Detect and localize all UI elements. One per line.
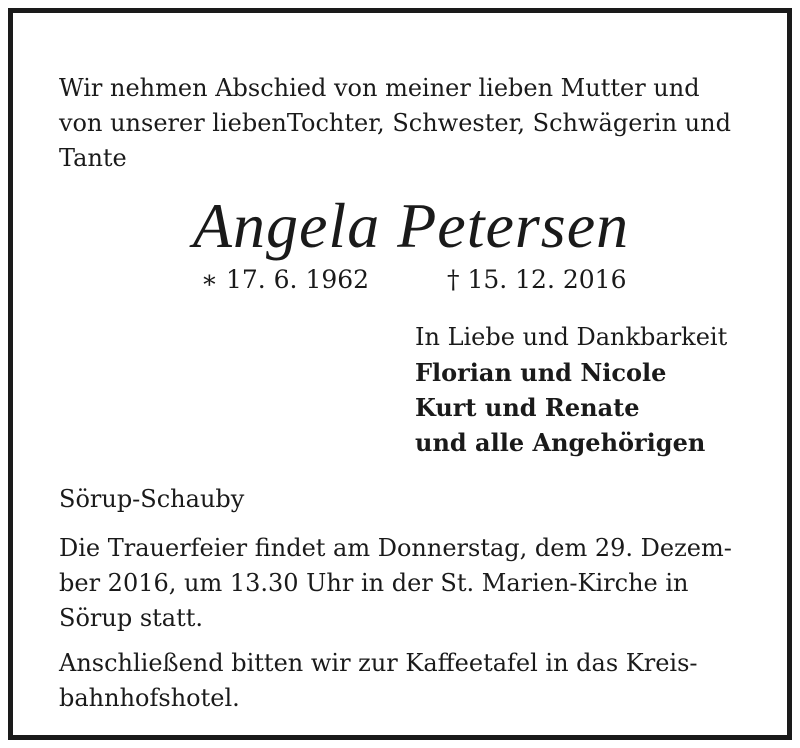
intro-line: Wir nehmen Abschied von meiner lieben Mutter und (59, 74, 700, 102)
coffee-line: bahnhofshotel. (59, 684, 240, 712)
intro-line: von unserer liebenTochter, Schwester, Schwägerin und (59, 109, 731, 137)
coffee-line: Anschließend bitten wir zur Kaffeetafel in das Kreis- (59, 649, 698, 677)
service-line: ber 2016, um 13.30 Uhr in der St. Marien-Kirche in (59, 569, 689, 597)
deceased-name: Angela Petersen (192, 190, 630, 261)
mourner-name: und alle Angehörigen (415, 428, 706, 457)
obituary-content (59, 71, 763, 716)
intro-line: Tante (59, 144, 127, 172)
service-line: Sörup statt. (59, 604, 203, 632)
intro-text (59, 71, 763, 176)
mourner-name: Kurt und Renate (415, 393, 640, 422)
obituary-frame (8, 8, 792, 740)
coffee-reception-text (59, 646, 763, 716)
death-date: † 15. 12. 2016 (447, 265, 627, 294)
birth-date: ∗ 17. 6. 1962 (201, 265, 370, 294)
gratitude-line: In Liebe und Dankbarkeit (415, 323, 728, 351)
life-dates (59, 264, 763, 300)
funeral-service-text (59, 531, 763, 636)
service-line: Die Trauerfeier findet am Donnerstag, dem 29. Dezem- (59, 534, 732, 562)
mourner-name: Florian und Nicole (415, 358, 667, 387)
mourners-block (415, 320, 763, 460)
place-of-residence: Sörup-Schauby (59, 485, 245, 513)
